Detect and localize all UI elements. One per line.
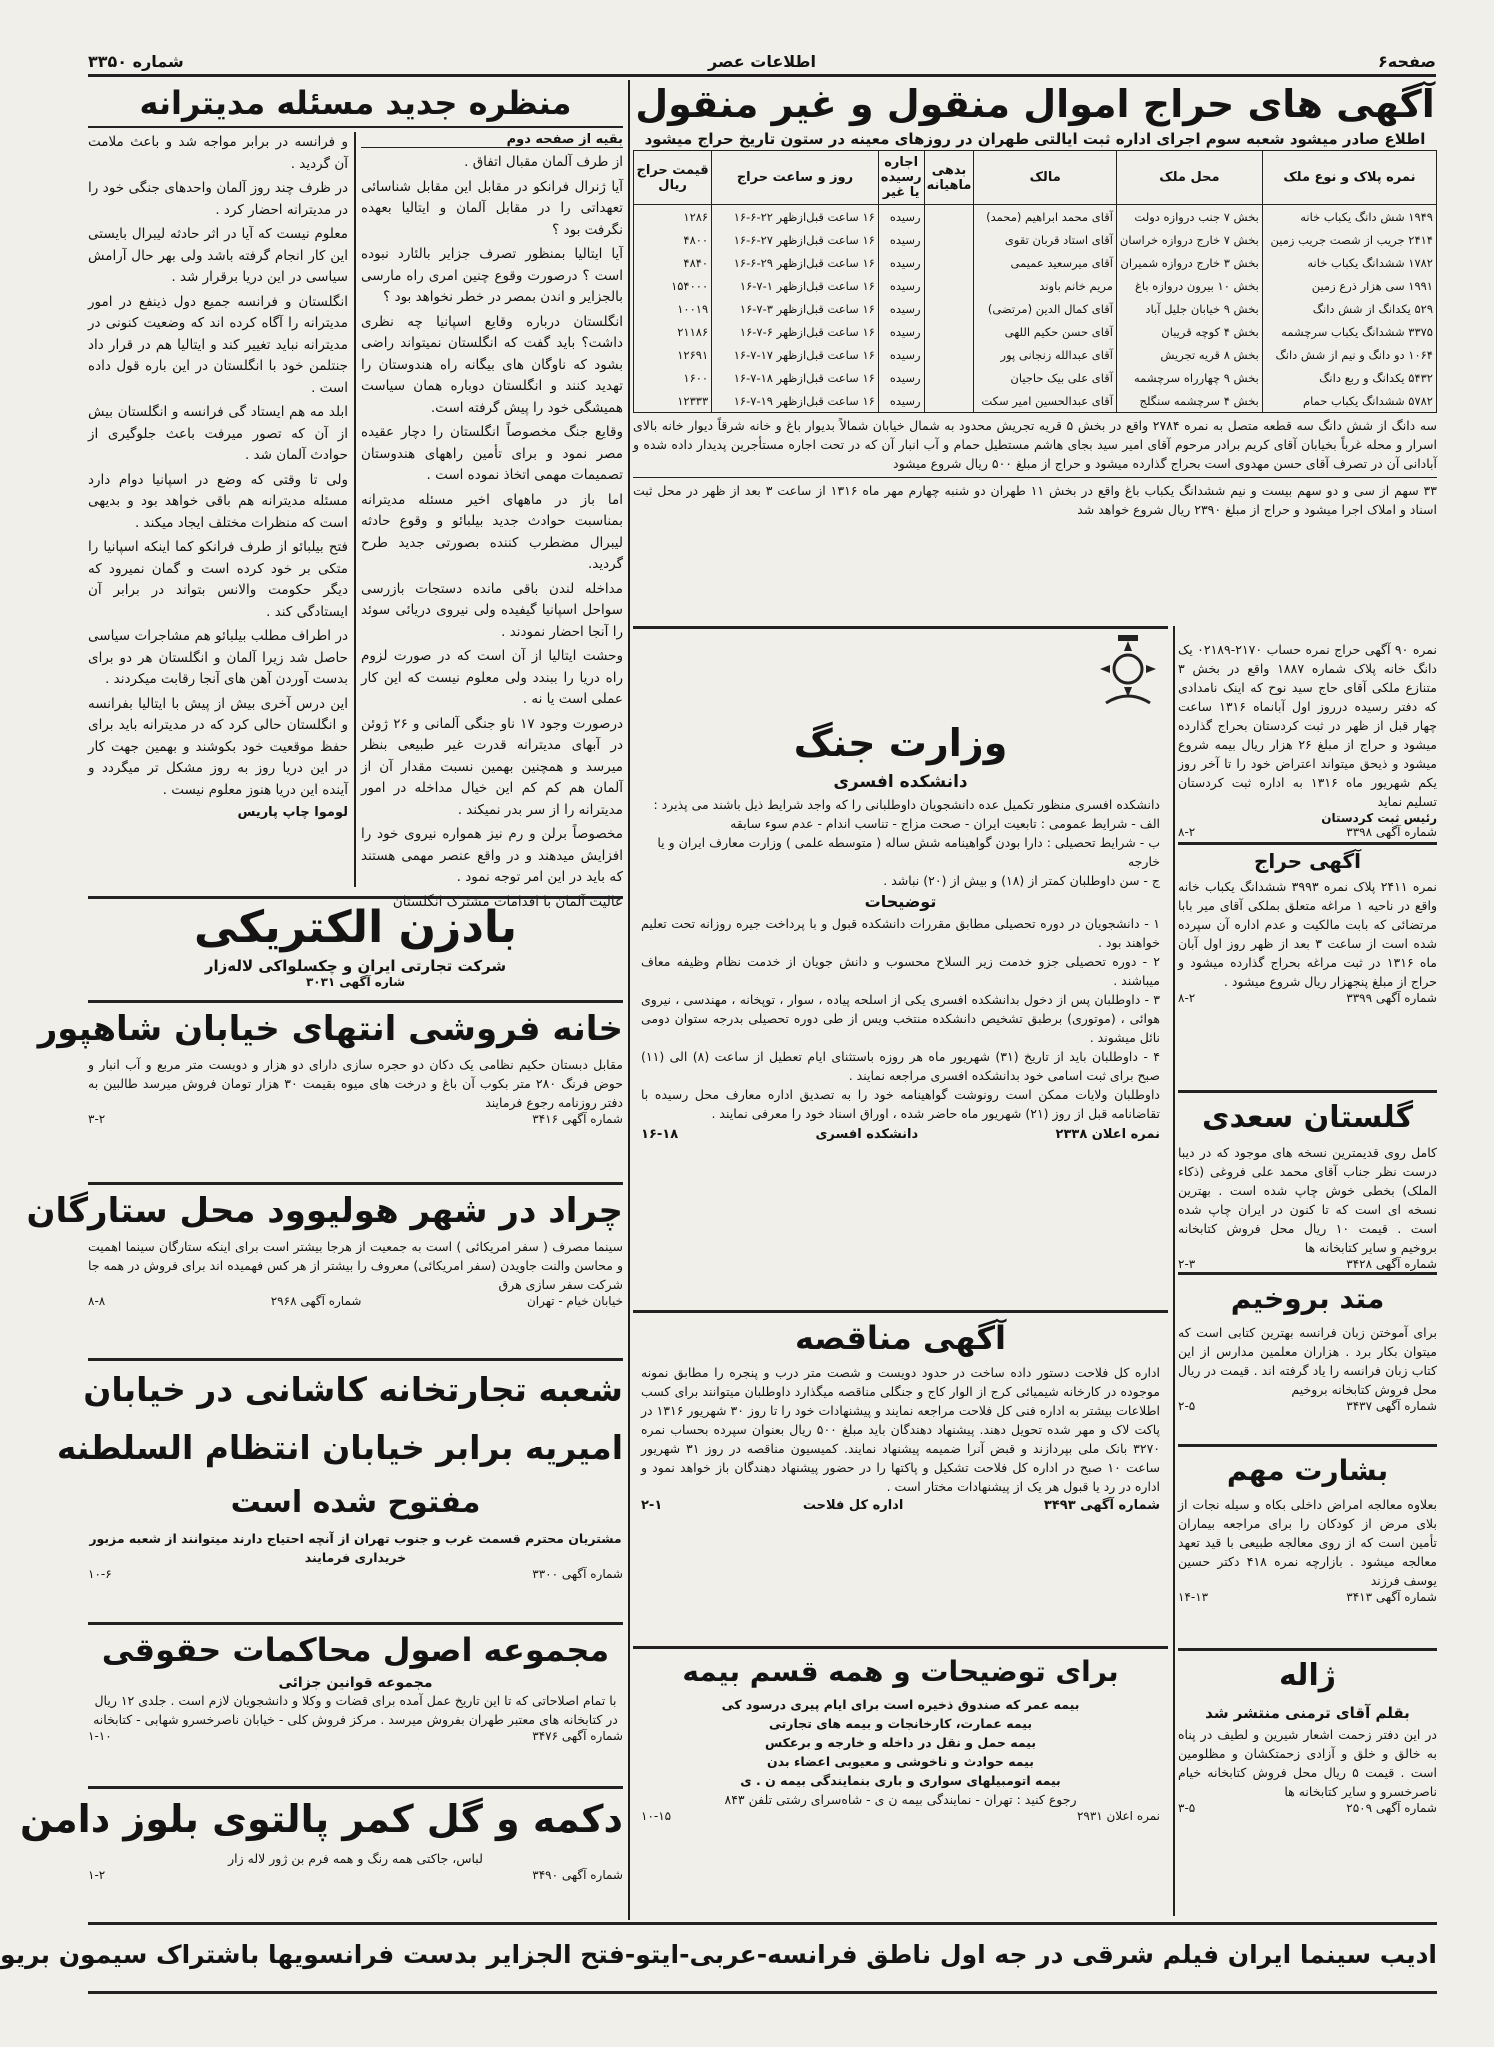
brochim-num: ۲-۵ xyxy=(1178,1399,1196,1413)
war-num: ۱۶-۱۸ xyxy=(641,1127,679,1142)
tender-ref: شماره آگهی ۳۴۹۳ xyxy=(1043,1498,1160,1513)
paper-name: اطلاعات عصر xyxy=(708,52,816,71)
auction-row xyxy=(634,205,1437,229)
article-paragraph: این درس آخری بیش از پیش با ایتالیا بفرانسه و انگلستان حالی کرد که در مدیترانه باید برای حفظ موقعیت خود بکوشند و بهمین جهت کار در این دریا روز به روز مشکل تر میگردد و آینده این دریا هنوز معلوم نیست . xyxy=(88,695,348,798)
war-item: الف - شرایط عمومی : تابعیت ایران - صحت مزاج - تناسب اندام - عدم سوء سابقه xyxy=(730,816,1160,831)
war-item: ج - سن داوطلبان کمتر از (۱۸) و بیش از (۲۰) نباشد . xyxy=(883,873,1160,888)
kurdistan-footer xyxy=(1178,825,1437,839)
house-ref: شماره آگهی ۳۴۱۶ xyxy=(532,1112,623,1126)
auction-cell xyxy=(924,251,974,274)
auction-cell: آقای میرسعید عمیمی xyxy=(974,251,1116,274)
auction-cell: ۱۶ ساعت قبل‌ازظهر ۱۹-۷-۱۶ xyxy=(712,389,879,412)
good-news-text: بعلاوه معالجه امراض داخلی بکاه و سیله نجات از بلای مرض از کودکان را برای مراجعه بیماران تأمین است که از روی معالجه طبیعی با قید تعهد معالجه میشود . بازارچه نمره ۴۱۸ دکتر حسین یوسف فرزند xyxy=(1178,1497,1437,1588)
coat-footer xyxy=(88,1868,623,1882)
kurdistan-num: ۸-۲ xyxy=(1178,825,1196,839)
house-text: مقابل دبستان حکیم نظامی یک دکان دو حجره سازی دارای دو هزار و دویست متر مربع و آب انبار و حوض فرنگ ۲۸۰ متر بکوب آن باغ و درخت های میوه بقیمت ۳۰ هزار تومان فروش میرسد طالبین به دفتر روزنامه رجوع فرمایند xyxy=(88,1057,623,1110)
jaleh-sub: بقلم آقای ترمنی منتشر شد xyxy=(1205,1704,1410,1722)
war-footer xyxy=(633,1123,1168,1146)
auction-cell: ۱۷۸۲ ششدانگ یکباب خانه xyxy=(1262,251,1436,274)
auction-note-2: ۳۳ سهم از سی و دو سهم بیست و نیم ششدانگ یکباب باغ واقع در بخش ۱۱ طهران دو شنبه چهارم مهر ماه ۱۳۱۶ از ساعت ۳ بعد از ظهر در محل ثبت اسناد و املاک اجرا میشود و حراج از مبلغ ۲۳۹۰ ریال شروع خواهد شد xyxy=(633,477,1437,519)
auction-cell: بخش ۹ خیابان جلیل آباد xyxy=(1116,297,1262,320)
fan-ref: شاره آگهی ۳۰۳۱ xyxy=(305,975,406,989)
auction-cell: رسیده xyxy=(878,389,924,412)
auction-notice xyxy=(633,80,1437,618)
tile-shop-ad xyxy=(56,1358,623,1621)
auction-cell: ۱۵۴۰۰۰ xyxy=(634,274,712,297)
auction-cell: بخش ۷ خارج دروازه خراسان xyxy=(1116,228,1262,251)
auction-cell: ۴۸۴۰ xyxy=(634,251,712,274)
auction-cell: رسیده xyxy=(878,251,924,274)
tile-line-2: امیریه برابر خیابان انتظام السلطنه xyxy=(56,1428,623,1467)
insurance-ad xyxy=(633,1646,1168,1917)
war-title: وزارت جنگ xyxy=(793,721,1008,765)
article-paragraph: در ظرف چند روز آلمان واحدهای جنگی خود را در مدیترانه احضار کرد . xyxy=(88,180,348,218)
coat-num: ۱-۲ xyxy=(88,1868,106,1882)
war-ref: نمره اعلان ۲۳۳۸ xyxy=(1055,1127,1160,1142)
article-col-1-text xyxy=(361,152,623,913)
kurdistan-sign: رئیس ثبت کردستان xyxy=(1321,811,1437,825)
auction-row xyxy=(634,343,1437,366)
law-book-ad xyxy=(88,1622,623,1785)
war-intro: دانشکده افسری منظور تکمیل عده دانشجویان داوطلبانی را که واجد شرایط ذیل باشند می پذیرد : xyxy=(653,797,1160,812)
war-ministry-notice xyxy=(633,626,1168,1309)
article-paragraph: مداخله لندن باقی مانده دستجات بازرسی سواحل اسپانیا گیفیده ولی نیروی دریائی سوئد را آنجا احضار نمودند . xyxy=(361,580,623,640)
tender-notice xyxy=(633,1310,1168,1645)
kurdistan-text: نمره ۹۰ آگهی حراج نمره حساب ۲۱۷۰-۰۲۱۸۹ یک دانگ خانه پلاک شماره ۱۸۸۷ واقع در بخش ۳ متنازع ملکی آقای حاج سید نوح که اینک نامدادی که دفتر رسیده درروز اول آبانماه ۱۳۱۶ ساعت چهار قبل از ظهر در ثبت کردستان بحراج گذارده میشود و حراج از مبلغ ۲۶ هزار ریال بیمه شروع میشود و ذیحق میتواند اعتراض خود را تا آخر روز یکم شهریور ماه ۱۳۱۶ به اداره ثبت کردستان تسلیم نماید xyxy=(1178,642,1438,809)
article-col-1 xyxy=(361,132,623,910)
auction-cell: رسیده xyxy=(878,205,924,229)
auction-cell: ۵۴۳۲ یکدانگ و ربع دانگ xyxy=(1262,366,1436,389)
maragheh-auction xyxy=(1178,842,1437,1089)
maragheh-text: نمره ۲۴۱۱ پلاک نمره ۳۹۹۳ ششدانگ یکباب خانه واقع در ناحیه ۱ مراغه متعلق بملکی آقای میر بابا مرتضائی که بابت مالکیت و عدم اداره آن سپرده شده است از ساعت ۳ بعد از ظهر روز اول آبان ماه ۱۳۱۶ در ثبت مراغه بحراج گذارده میشود و حراج از مبلغ پنجهزار ریال شروع میشود . xyxy=(1178,879,1438,989)
auction-cell: رسیده xyxy=(878,320,924,343)
auction-header-cell: نمره پلاک و نوع ملک xyxy=(1262,151,1436,205)
cinema-banner xyxy=(0,1922,1437,1994)
insurance-ref: نمره اعلان ۲۹۳۱ xyxy=(1076,1809,1160,1823)
auction-cell: بخش ۸ قریه تجریش xyxy=(1116,343,1262,366)
tender-footer xyxy=(633,1496,1168,1515)
insurance-contact: رجوع کنید : تهران - نمایندگی بیمه ن ی - شاه‌سرای رشتی تلفن ۸۴۳ xyxy=(724,1792,1077,1807)
article-paragraph: عالیت آلمان با اقدامات مشترک انگلستان xyxy=(392,893,623,910)
good-news-num: ۱۴-۱۳ xyxy=(1178,1590,1209,1604)
jaleh-num: ۳-۵ xyxy=(1178,1801,1196,1815)
tile-line-1: شعبه تجارتخانه کاشانی در خیابان xyxy=(83,1370,623,1409)
auction-cell: ۱۶ ساعت قبل‌ازظهر ۳-۷-۱۶ xyxy=(712,297,879,320)
auction-cell: آقای عبدالله زنجانی پور xyxy=(974,343,1116,366)
insurance-line: بیمه اتومبیلهای سواری و باری بنمایندگی بیمه ن . ی xyxy=(740,1773,1061,1788)
auction-cell: ۲۱۱۸۶ xyxy=(634,320,712,343)
auction-row xyxy=(634,251,1437,274)
cinema-text: سینما مصرف ( سفر امریکائی ) است به جمعیت از هرجا بیشتر است برای اینکه ستارگان سینما اهمیت و محاسن والنت جاویدن (سفر امریکائی) معروف را بیشتر از هر کس فهمیده اند برای فروش در همه جا شرکت سفر سازی هرق xyxy=(88,1239,623,1292)
auction-row xyxy=(634,366,1437,389)
coat-title: دکمه و گل کمر پالتوی بلوز دامن xyxy=(19,1797,623,1841)
house-sale-ad xyxy=(37,1000,623,1181)
war-sign: دانشکده افسری xyxy=(815,1127,919,1142)
auction-row xyxy=(634,320,1437,343)
cinema-place: خیابان خیام - تهران xyxy=(526,1294,623,1308)
fan-line: شرکت تجارتی ایران و چکسلواکی لاله‌زار xyxy=(204,957,507,975)
war-item: ب - شرایط تحصیلی : دارا بودن گواهینامه شش ساله ( متوسطه علمی ) وزارت معارف ایران و یا خارجه xyxy=(657,835,1160,869)
auction-cell: ۲۴۱۴ جریب از شصت جریب زمین xyxy=(1262,228,1436,251)
banner-text: ادیب سینما ایران فیلم شرقی در جه اول ناطق فرانسه-عربی-ایتو-فتح الجزایر بدست فرانسویها باشتراک سیمون بریو xyxy=(0,1940,1437,1969)
tile-num: ۱۰-۶ xyxy=(88,1567,112,1581)
page-number: صفحه۶ xyxy=(1378,52,1436,71)
auction-cell: بخش ۴ سرچشمه سنگلج xyxy=(1116,389,1262,412)
article-paragraph: انگلستان و فرانسه جمیع دول ذینفع در امور مدیترانه را آگاه کرده اند که وضعیت کنونی در مدیترانه نباید تغییر کند و ایتالیا هم در قرار داد جنتلمن خود با انگلستان در این باره قول داده است . xyxy=(88,293,348,396)
article-paragraph: مخصوصاً برلن و رم نیز همواره نیروی خود را افزایش میدهند و در واقع عنصر مهمی هستند که باید در این امر توجه نمود . xyxy=(361,826,623,885)
auction-cell xyxy=(924,389,974,412)
auction-cell: ۱۶ ساعت قبل‌ازظهر ۱۸-۷-۱۶ xyxy=(712,366,879,389)
auction-cell: ۱۰۰۱۹ xyxy=(634,297,712,320)
good-news-footer xyxy=(1178,1590,1437,1604)
maragheh-ref: شماره آگهی ۳۳۹۹ xyxy=(1346,991,1437,1005)
war-note: ۴ - داوطلبان باید از تاریخ (۳۱) شهریور ماه هر روزه باستثنای ایام تعطیل از ساعت (۸) الی (۱۱) صبح برای ثبت اسامی خود بدانشکده افسری مراجعه نمایند . xyxy=(641,1049,1160,1083)
auction-note-1: سه دانگ از شش دانگ سه قطعه متصل به نمره ۲۷۸۴ واقع در بخش ۵ قریه تجریش محدود به شمال خیابان شمالاً بدیوار باغ و خانه شرقاً دیوار خانه بالای اسرار و محله غرباً بخیابان آقای کریم برادر مرحوم آقای امیر سید بجای هاشم مستطیل حمام و آب انبار آن که در تحت اجاره مستأجرین پدیدار داده شده و آبادانی آن در تصرف آقای حسن مهدوی است بحراج گذارده میشود و حراج از مبلغ ۵۰۰ ریال شروع میشود xyxy=(633,412,1437,473)
jaleh-title: ژاله xyxy=(1278,1658,1336,1693)
auction-header-cell: روز و ساعت حراج xyxy=(712,151,879,205)
auction-cell: بخش ۴ کوچه قریبان xyxy=(1116,320,1262,343)
law-text: با تمام اصلاحاتی که تا این تاریخ عمل آمده برای قضات و وکلا و دانشجویان لازم است . جلدی ۱۲ ریال در کتابخانه های معتبر طهران بفروش میرسد . مرکز فروش کلی - خیابان ناصرخسرو شهابی - کتابخانه xyxy=(93,1693,618,1727)
coat-ref: شماره آگهی ۳۴۹۰ xyxy=(532,1868,623,1882)
auction-cell: رسیده xyxy=(878,343,924,366)
insurance-lines xyxy=(633,1695,1168,1790)
mediterranean-article xyxy=(88,80,623,910)
auction-cell: آقای کمال الدین (مرتضی) xyxy=(974,297,1116,320)
fan-ad xyxy=(88,896,623,999)
house-footer xyxy=(88,1112,623,1126)
auction-cell: ۱۶ ساعت قبل‌ازظهر ۱۷-۷-۱۶ xyxy=(712,343,879,366)
fan-title: بادزن الکتریکی xyxy=(194,902,517,953)
golestan-ref: شماره آگهی ۳۴۲۸ xyxy=(1346,1257,1437,1271)
law-sub: مجموعه قوانین جزائی xyxy=(278,1675,433,1691)
continued-note: بقیه از صفحه دوم xyxy=(361,132,623,148)
auction-cell: ۱۶ ساعت قبل‌ازظهر ۱-۷-۱۶ xyxy=(712,274,879,297)
article-source: لوموا چاپ پاریس xyxy=(237,805,348,820)
auction-cell: مریم خانم باوند xyxy=(974,274,1116,297)
jaleh-text: در این دفتر زحمت اشعار شیرین و لطیف در پناه به خالق و خلق و آزادی زحمتکشان و مظلومین است . قیمت ۵ ریال محل فروش کتابخانه خیام ناصرخسرو و سایر کتابخانه ها xyxy=(1178,1727,1437,1799)
auction-cell: بخش ۹ چهارراه سرچشمه xyxy=(1116,366,1262,389)
auction-body xyxy=(634,205,1437,413)
tile-ref: شماره آگهی ۳۳۰۰ xyxy=(532,1567,623,1581)
golestan-num: ۲-۳ xyxy=(1178,1257,1196,1271)
issue-number: شماره ۳۳۵۰ xyxy=(88,52,184,71)
tile-footer xyxy=(88,1567,623,1581)
mediterranean-title: منظره جدید مسئله مدیترانه xyxy=(88,80,623,128)
article-paragraph: ولی تا وقتی که وضع در اسپانیا دوام دارد مسئله مدیترانه هم باقی خواهد بود و بدیهی است که منظرات مختلف ایجاد میکند . xyxy=(88,471,348,531)
auction-cell: رسیده xyxy=(878,228,924,251)
auction-header-cell: اجاره رسیده یا غیر xyxy=(878,151,924,205)
law-footer xyxy=(88,1729,623,1743)
lion-sun-emblem xyxy=(1088,633,1168,713)
auction-cell: بخش ۳ خارج دروازه شمیران xyxy=(1116,251,1262,274)
insurance-num: ۱۰-۱۵ xyxy=(641,1809,672,1823)
auction-cell: ۱۰۶۴ دو دانگ و نیم از شش دانگ xyxy=(1262,343,1436,366)
golestan-title: گلستان سعدی xyxy=(1201,1100,1414,1135)
article-paragraph: وقایع جنگ مخصوصاً انگلستان را دچار عقیده مصر نمود و برای تأمین راههای هندوستان تصمیمات مهمی اتخاذ نموده است . xyxy=(361,424,623,483)
cinema-title: چراد در شهر هولیوود محل ستارگان xyxy=(26,1191,623,1231)
tile-line-3: مفتوح شده است xyxy=(230,1485,481,1520)
auction-cell: ۱۲۶۹۱ xyxy=(634,343,712,366)
war-notes xyxy=(633,914,1168,1123)
cinema-ad xyxy=(26,1182,623,1357)
auction-cell: آقای علی بیک حاجیان xyxy=(974,366,1116,389)
jaleh-footer xyxy=(1178,1801,1437,1815)
auction-cell xyxy=(924,343,974,366)
article-paragraph: از طرف آلمان مقبال اتفاق . xyxy=(464,154,623,170)
auction-cell xyxy=(924,228,974,251)
auction-cell: بخش ۱۰ بیرون دروازه باغ xyxy=(1116,274,1262,297)
law-num: ۱-۱۰ xyxy=(88,1729,112,1743)
maragheh-title: آگهی حراج xyxy=(1253,849,1361,873)
auction-header-cell: بدهی ماهیانه xyxy=(924,151,974,205)
auction-cell: ۱۲۳۳۳ xyxy=(634,389,712,412)
tender-text: اداره کل فلاحت دستور داده ساخت در حدود دویست و شصت متر درب و پنجره را مطابق نمونه موجوده در کارخانه شیمیائی کرج از الوار کاج و جنگلی مناقصه میگذارد داوطلبان میتوانند برای کسب اطلاعات بیشتر به اداره فنی کل فلاحت مراجعه نمایند و پیشنهادات خود را تا روز ۳۰ شهریور ۱۳۱۶ در پاکت لاک و مهر شده تحویل دهند. پیشنهاد دهندگان باید مبلغ ۵۰۰ ریال بعنوان سپرده بحساب نمره ۳۲۷۰ بانک ملی بپردازند و قبض آنرا ضمیمه پیشنهاد نمایند. کمیسیون مناقصه در روز ۳۱ شهریور ساعت ۱۰ صبح در اداره کل فلاحت تشکیل و پاکتها را در حضور پیشنهاد دهندگان باز خواهد نمود و اداره در رد یا قبول هر یک از پیشنهادات مختار است . xyxy=(641,1365,1160,1494)
auction-cell: بخش ۷ جنب دروازه دولت xyxy=(1116,205,1262,229)
war-note: ۲ - دوره تحصیلی جزو خدمت زیر السلاح محسوب و دانش جویان از خدمت نظام وظیفه معاف میباشند . xyxy=(641,954,1160,988)
maragheh-num: ۸-۲ xyxy=(1178,991,1196,1005)
war-sub: دانشکده افسری xyxy=(833,772,968,792)
auction-cell xyxy=(924,297,974,320)
coat-ad xyxy=(19,1786,623,1917)
brochim-ad xyxy=(1178,1272,1437,1443)
auction-cell: ۱۹۹۱ سی هزار ذرع زمین xyxy=(1262,274,1436,297)
article-paragraph: وحشت ایتالیا از آن است که در صورت لزوم راه دریا را ببندد ولی معلوم نیست که این کار عملی است یا نه . xyxy=(361,648,623,707)
auction-header-row xyxy=(634,151,1437,205)
auction-title: آگهی های حراج اموال منقول و غیر منقول xyxy=(635,82,1435,126)
auction-cell: رسیده xyxy=(878,297,924,320)
article-paragraph: درصورت وجود ۱۷ ناو جنگی آلمانی و ۲۶ ژوئن در آبهای مدیترانه قدرت غیر طبیعی بنظر میرسد و همچنین بهمین نسبت مقدار آن از آلمان هم کم کم این خیال مداخله در امور مدیترانه را از سر بدر نمیکند . xyxy=(361,715,623,818)
article-col-2-text xyxy=(88,132,348,801)
auction-cell: آقای عبدالحسین امیر سکت xyxy=(974,389,1116,412)
brochim-ref: شماره آگهی ۳۴۳۷ xyxy=(1346,1399,1437,1413)
page-header xyxy=(88,52,1436,77)
tender-num: ۲-۱ xyxy=(641,1498,663,1513)
auction-subtitle: اطلاع صادر میشود شعبه سوم اجرای اداره ثبت ایالتی طهران در روزهای معینه در ستون تاریخ حراج میشود xyxy=(644,130,1426,148)
brochim-title: متد بروخیم xyxy=(1230,1282,1385,1315)
golestan-ad xyxy=(1178,1090,1437,1271)
house-num: ۳-۲ xyxy=(88,1112,106,1126)
article-paragraph: ابلد مه هم ایستاد گی فرانسه و انگلستان بیش از آن که تصور میرفت باعث جلوگیری از حوادث آلمان شد . xyxy=(88,404,348,463)
kurdistan-ref: شماره آگهی ۳۳۹۸ xyxy=(1346,825,1437,839)
brochim-footer xyxy=(1178,1399,1437,1413)
cinema-num: ۸-۸ xyxy=(88,1294,106,1308)
auction-cell: ۳۳۷۵ ششدانگ یکباب سرچشمه xyxy=(1262,320,1436,343)
auction-cell xyxy=(924,320,974,343)
auction-cell: ۱۲۸۶ xyxy=(634,205,712,229)
auction-cell: رسیده xyxy=(878,274,924,297)
auction-cell: ۱۶ ساعت قبل‌ازظهر ۶-۷-۱۶ xyxy=(712,320,879,343)
auction-cell xyxy=(924,274,974,297)
auction-header-cell: مالک xyxy=(974,151,1116,205)
auction-cell: ۱۹۴۹ شش دانگ یکباب خانه xyxy=(1262,205,1436,229)
article-paragraph: انگلستان درباره وقایع اسپانیا چه نظری داشت؟ باید گفت که انگلستان نمیتواند راضی بشود که ناوگان های بیگانه راه هندوستان را تهدید کنند و انگلستان دوباره همان سیاست همیشگی خود را پیش گرفته است. xyxy=(361,313,623,416)
insurance-line: بیمه عمر که صندوق ذخیره است برای ایام پیری درسود کی xyxy=(721,1697,1080,1712)
auction-cell: ۱۶ ساعت قبل‌ازظهر ۲۲-۶-۱۶ xyxy=(712,205,879,229)
war-note: داوطلبان ولایات ممکن است رونوشت گواهینامه خود را به تصدیق اداره معارف محل رسیده با تقاضانامه قبل از روز (۲۱) شهریور ماه حاضر شده ، اوراق اسناد خود را معرفی نمایند . xyxy=(641,1087,1160,1121)
auction-cell: ۵۲۹ یکدانگ از شش دانگ xyxy=(1262,297,1436,320)
good-news-ad xyxy=(1178,1444,1437,1647)
article-paragraph: معلوم نیست که آیا در اثر حادثه لیبرال بایستی این کار انجام گرفته باشد ولی بهر حال آرامش سیاسی در این دریا برقرار شد . xyxy=(88,226,348,285)
auction-cell: ۵۷۸۲ ششدانگ یکباب حمام xyxy=(1262,389,1436,412)
main-column-divider xyxy=(628,80,630,1920)
auction-cell: ۱۶۰۰ xyxy=(634,366,712,389)
auction-cell: رسیده xyxy=(878,366,924,389)
auction-cell xyxy=(924,366,974,389)
auction-header-cell: قیمت حراج ریال xyxy=(634,151,712,205)
insurance-line: بیمه حوادث و ناخوشی و معیوبی اعضاء بدن xyxy=(767,1754,1034,1769)
coat-text: لباس، جاکتی همه رنگ و همه فرم بن ژور لاله زار xyxy=(228,1851,483,1866)
insurance-line: بیمه حمل و نقل در داخله و خارجه و برعکس xyxy=(764,1735,1037,1750)
good-news-title: بشارت مهم xyxy=(1226,1454,1389,1487)
auction-row xyxy=(634,274,1437,297)
auction-cell: ۴۸۰۰ xyxy=(634,228,712,251)
article-paragraph: در اطراف مطلب بیلبائو هم مشاجرات سیاسی حاصل شد زیرا آلمان و انگلستان هر دو برای بدست آوردن آهن های آنجا رقابت میکردند . xyxy=(88,628,348,687)
insurance-title: برای توضیحات و همه قسم بیمه xyxy=(682,1655,1119,1688)
article-paragraph: آیا ژنرال فرانکو در مقابل این مقابل شناسائی تعهداتی را در مقابل آلمان و ایتالیا بعهده نگرفت بود ؟ xyxy=(361,178,623,238)
article-paragraph: فتح بیلبائو از طرف فرانکو کما اینکه اسپانیا را متکی بر خود کرده است و گمان نمیرود که دیگر حکومت والانس بتواند در برابر آن ایستادگی کند . xyxy=(88,539,348,620)
house-title: خانه فروشی انتهای خیابان شاهپور xyxy=(37,1009,623,1049)
article-paragraph: آیا ایتالیا بمنظور تصرف جزایر بالئارد نبوده است ؟ درصورت وقوع چنین امری راه مارسی بالجزایر و اندن بمصر در خطر نخواهد بود ؟ xyxy=(361,246,623,305)
good-news-ref: شماره آگهی ۳۴۱۳ xyxy=(1346,1590,1437,1604)
auction-cell: آقای محمد ابراهیم (محمد) xyxy=(974,205,1116,229)
cinema-ref: شماره آگهی ۲۹۶۸ xyxy=(270,1294,362,1308)
auction-row xyxy=(634,389,1437,412)
column-divider xyxy=(354,132,356,887)
war-note: ۱ - دانشجویان در دوره تحصیلی مطابق مقررات دانشکده قبول و با پرداخت جیره روزانه تحت تعلیم خواهند بود . xyxy=(641,916,1160,950)
kurdistan-auction xyxy=(1178,640,1437,838)
jaleh-ref: شماره آگهی ۲۵۰۹ xyxy=(1346,1801,1437,1815)
law-title: مجموعه اصول محاکمات حقوقی xyxy=(101,1631,610,1669)
tile-text: مشتریان محترم قسمت غرب و جنوب تهران از آنچه احتیاج دارند میتوانند از شعبه مزبور خریداری فرمایند xyxy=(89,1531,622,1565)
tender-title: آگهی مناقصه xyxy=(795,1319,1006,1357)
law-ref: شماره آگهی ۳۴۷۶ xyxy=(532,1729,623,1743)
golestan-text: کامل روی قدیمترین نسخه های موجود که در دیبا درست نظر جناب آقای محمد علی فروغی (ذکاء الملک) بخطی خوش چاپ شده است . بهترین نسخه ای است که تا کنون در ایران چاپ شده است . قیمت ۱۰ ریال محل فروش کتابخانه بروخیم و سایر کتابخانه ها xyxy=(1178,1145,1437,1255)
auction-row xyxy=(634,297,1437,320)
war-notes-title: توضیحات xyxy=(864,892,937,911)
insurance-footer xyxy=(633,1809,1168,1823)
war-items xyxy=(633,814,1168,890)
article-col-2 xyxy=(88,132,348,887)
auction-cell: آقای استاد قربان تقوی xyxy=(974,228,1116,251)
auction-header-cell: محل ملک xyxy=(1116,151,1262,205)
auction-cell: ۱۶ ساعت قبل‌ازظهر ۲۹-۶-۱۶ xyxy=(712,251,879,274)
maragheh-footer xyxy=(1178,991,1437,1005)
golestan-footer xyxy=(1178,1257,1437,1271)
right-column-divider xyxy=(1173,626,1175,1916)
auction-row xyxy=(634,228,1437,251)
article-paragraph: و فرانسه در برابر مواجه شد و باعث ملامت آن گردید . xyxy=(88,134,348,172)
insurance-line: بیمه عمارت، کارخانجات و بیمه های تجارتی xyxy=(768,1716,1033,1731)
auction-cell: آقای حسن حکیم اللهی xyxy=(974,320,1116,343)
cinema-footer xyxy=(88,1294,623,1308)
brochim-text: برای آموختن زبان فرانسه بهترین کتابی است که میتوان بکار برد . هزاران معلمین مدارس از این کتاب زبان فرانسه را یاد گرفته اند . قیمت در ریال محل فروش کتابخانه بروخیم xyxy=(1178,1325,1437,1397)
war-note: ۳ - داوطلبان پس از دخول بدانشکده افسری یکی از اسلحه پیاده ، سوار ، توپخانه ، مهندسی ، نیروی هوائی ، (موتوری) برطبق تشخیص دانشکده منتخب ویس از طی دوره تحصیلی بدرجه ستوان دومی نائل میشوند . xyxy=(641,992,1160,1045)
auction-cell xyxy=(924,205,974,229)
auction-table xyxy=(633,150,1437,412)
jaleh-ad xyxy=(1178,1648,1437,1917)
article-paragraph: اما باز در ماههای اخیر مسئله مدیترانه بمناسبت حوادث جدید بیلبائو و وقوع حادثه لیبرال مضطرب کننده بصورتی جدید طرح گردید. xyxy=(361,491,623,572)
auction-cell: ۱۶ ساعت قبل‌ازظهر ۲۷-۶-۱۶ xyxy=(712,228,879,251)
tender-sign: اداره کل فلاحت xyxy=(802,1498,904,1513)
